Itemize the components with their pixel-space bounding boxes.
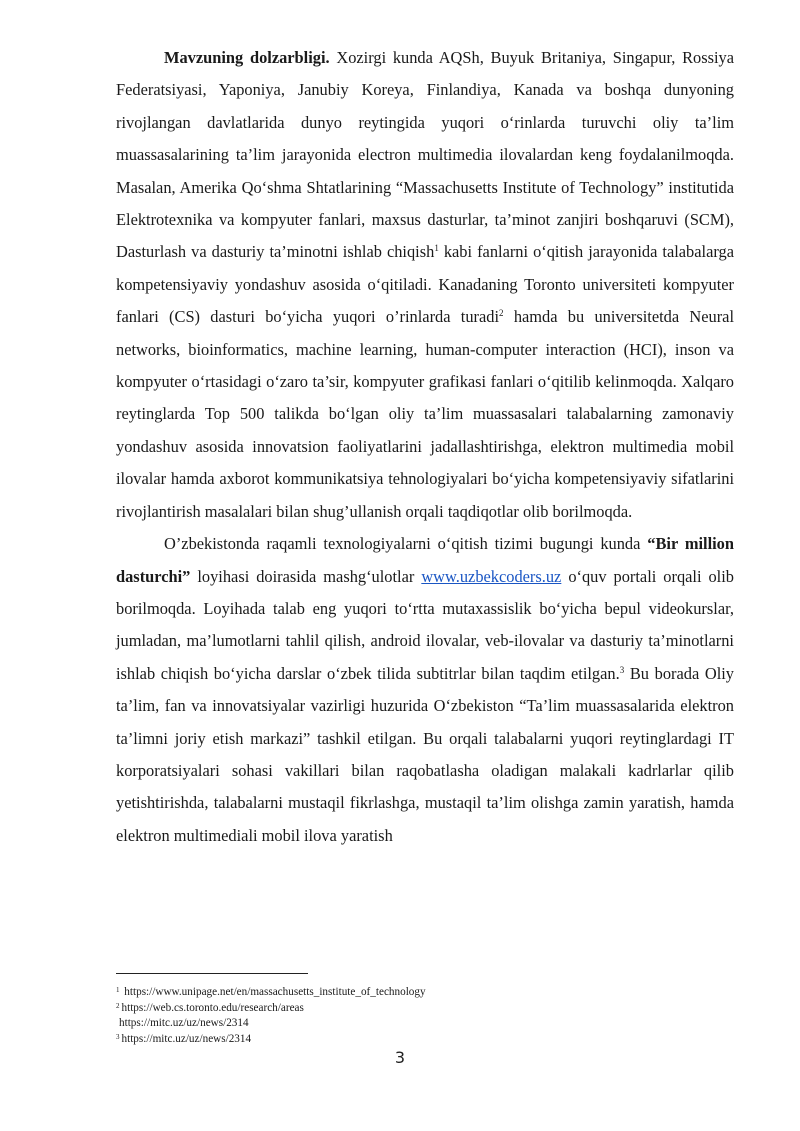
footnote-mark: 2 bbox=[116, 1001, 120, 1010]
section-label: Mavzuning dolzarbligi. bbox=[164, 48, 330, 67]
footnote-url[interactable]: https://www.unipage.net/en/massachusetts_institute_of_technology bbox=[121, 986, 426, 998]
paragraph-relevance bbox=[116, 42, 734, 528]
paragraph-text: o‘quv portali orqali olib borilmoqda. Loyihada talab eng yuqori to‘rtta mutaxassislik bo‘yicha bepul videokurslar, jumladan, ma’lumotlarni tahlil qilish, android ilovalar, veb-ilovalar va dasturiy ta’minotlarni ishlab chiqish bo‘yicha darslar o‘zbek tilida subtitrlar bilan taqdim etilgan. bbox=[116, 566, 734, 683]
uzbekcoders-link[interactable]: www.uzbekcoders.uz bbox=[421, 566, 562, 586]
paragraph-uzbekistan bbox=[116, 528, 734, 852]
paragraph-text: Xozirgi kunda AQSh, Buyuk Britaniya, Singapur, Rossiya Federatsiyasi, Yaponiya, Janubiy Koreya, Finlandiya, Kanada va boshqa dunyoning rivojlangan davlatlarida dunyo reytingida yuqori o‘rinlarda turuvchi oliy ta’lim muassasalarining ta’lim jarayonida electron multimedia ilovalardan keng foydalanilmoqda. Masalan, Amerika Qo‘shma Shtatlarining “Massachusetts Institute of Technology” institutida Elektrotexnika va kompyuter fanlari, maxsus dasturlar, ta’minot zanjiri boshqaruvi (SCM), Dasturlash va dasturiy ta’minotni ishlab chiqish bbox=[116, 48, 735, 262]
footnote-mark: 3 bbox=[116, 1032, 120, 1041]
footnote-url[interactable]: https://mitc.uz/uz/news/2314 bbox=[119, 1017, 249, 1030]
footnote-2 bbox=[116, 1001, 734, 1017]
footnote-1 bbox=[116, 985, 734, 1001]
footnote-3 bbox=[116, 1032, 734, 1048]
document-body bbox=[116, 42, 734, 852]
footnote-ref-2[interactable]: 2 bbox=[499, 308, 504, 319]
paragraph-text: loyihasi doirasida mashg‘ulotlar bbox=[190, 566, 422, 586]
page-number: 3 bbox=[394, 1048, 406, 1067]
footnote-mark: 1 bbox=[116, 986, 120, 994]
footnote-url[interactable]: https://mitc.uz/uz/news/2314 bbox=[121, 1032, 252, 1045]
paragraph-text: Bu borada Oliy ta’lim, fan va innovatsiyalar vazirligi huzurida O‘zbekiston “Ta’lim muassasalarida elektron ta’limni joriy etish markazi” tashkil etilgan. Bu orqali talabalarni yuqori reytinglardagi IT korporatsiyalari sohasi vakillari bilan raqobatlasha oladigan malakali kadrlarlar qilib yetishtirishda, talabalarni mustaqil fikrlashga, mustaqil ta’lim olishga zamin yaratish, hamda elektron multimediali mobil ilova yaratish bbox=[116, 663, 734, 845]
footnote-extra bbox=[116, 1016, 734, 1032]
footnotes bbox=[116, 985, 734, 1047]
paragraph-text: O’zbekistonda raqamli texnologiyalarni o‘qitish tizimi bugungi kunda bbox=[164, 534, 648, 554]
footnote-ref-3[interactable]: 3 bbox=[619, 664, 625, 675]
footnote-ref-1[interactable]: 1 bbox=[434, 243, 439, 254]
paragraph-text: kabi fanlarni o‘qitish jarayonida talabalarga kompetensiyaviy yondashuv asosida o‘qitiladi. Kanadaning Toronto universiteti kompyuter fanlari (CS) dasturi bo‘yicha yuqori o’rinlarda turadi bbox=[116, 242, 734, 327]
paragraph-text: hamda bu universitetda Neural networks, bioinformatics, machine learning, human-computer interaction (HCI), inson va kompyuter o‘rtasidagi o‘zaro ta’sir, kompyuter grafikasi fanlari o‘qitilib kelinmoqda. Xalqaro reytinglarda Top 500 talikda bo‘lgan oliy ta’lim muassasalari talabalarning zamonaviy yondashuv asosida innovatsion faoliyatlarini jadallashtirishga, elektron multimedia mobil ilovalar hamda axborot kommunikatsiya tehnologiyalari bo‘yicha kompetensiyaviy sifatlarini rivojlantirish masalalari bilan shug’ullanish orqali taqdiqotlar olib borilmoqda. bbox=[116, 307, 734, 521]
footnote-separator bbox=[116, 973, 308, 974]
project-name: “Bir million dasturchi” bbox=[116, 534, 734, 586]
footnote-url[interactable]: https://web.cs.toronto.edu/research/areas bbox=[121, 1001, 304, 1014]
